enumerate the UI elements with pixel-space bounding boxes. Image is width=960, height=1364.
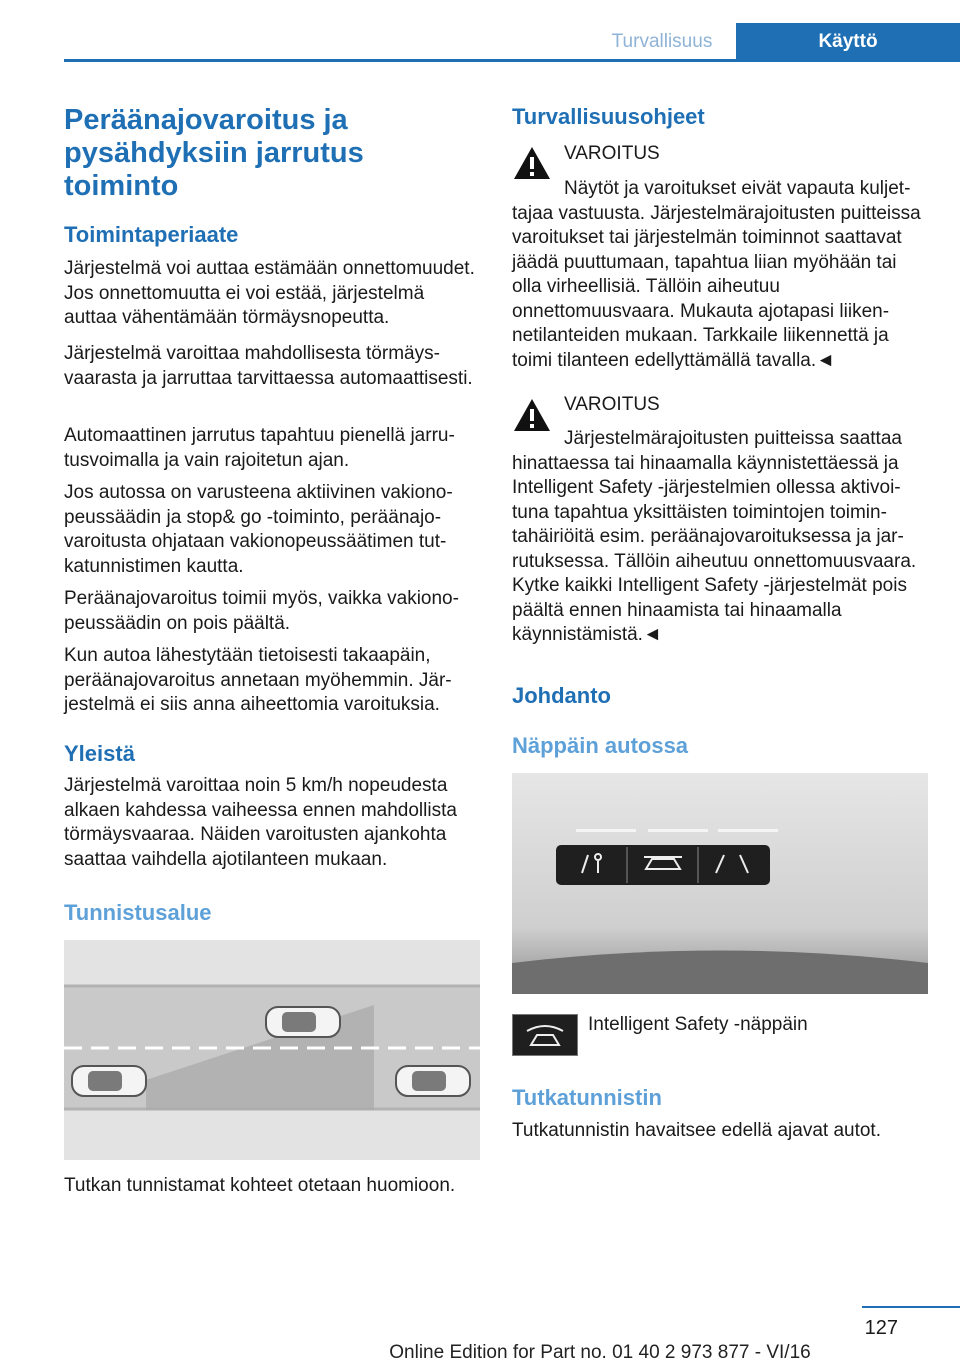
header-rule — [64, 59, 960, 62]
tab-kaytto[interactable]: Käyttö — [736, 23, 960, 61]
warning-text-1: Näytöt ja varoitukset eivät vapauta kuljettajaa vastuusta. Järjestelmärajoitusten puitteissa varoitukset tai järjestelmän toiminnot saattavat jäädä puuttumaan, tapahtua liian myöhään tai olla virheellisiä. Tällöin aiheutuu onnettomuusvaara. Mukauta ajotapasi liikennetilanteiden mukaan. Tarkkaile liikennettä ja toimi tilanteen edellyttämällä tavalla.◄ — [512, 178, 921, 371]
heading-toimintaperiaate: Toimintaperiaate — [64, 222, 239, 247]
edition-text: Online Edition for Part no. 01 40 2 973 877 - VI/16 — [389, 1342, 811, 1363]
paragraph-radar: Tutkatunnistin havaitsee edellä ajavat autot. — [512, 1120, 881, 1141]
car-icon — [266, 1007, 340, 1037]
paragraph-5: Peräänajovaroitus toimii myös, vaikka vakionopeussäädin on pois päältä. — [64, 588, 459, 634]
intelligent-safety-button-icon — [512, 1014, 578, 1056]
heading-tutkatunnistin: Tutkatunnistin — [512, 1085, 662, 1110]
heading-yleista: Yleistä — [64, 741, 135, 766]
car-icon — [396, 1066, 470, 1096]
warning-label: VAROITUS — [564, 143, 660, 164]
page-title: Peräänajovaroitus ja pysähdyksiin jarrutus toiminto — [64, 104, 364, 202]
heading-nappain-autossa: Näppäin autossa — [512, 733, 689, 758]
heading-johdanto: Johdanto — [512, 683, 611, 708]
button-panel-illustration — [512, 773, 928, 994]
paragraph-4: Jos autossa on varusteena aktiivinen vakionopeussäädin ja stop& go -toiminto, peräänajovaroitusta ohjataan vakionopeussäätimen tutkatunnistimen kautta. — [64, 482, 453, 577]
paragraph-7: Järjestelmä varoittaa noin 5 km/h nopeudesta alkaen kahdessa vaiheessa ennen mahdollista törmäysvaaraa. Näiden varoitusten ajankohta saattaa vaihdella ajotilanteen mukaan. — [64, 775, 457, 870]
button-photo — [512, 773, 928, 994]
car-icon — [72, 1066, 146, 1096]
button-label: Intelligent Safety -näppäin — [588, 1014, 808, 1035]
paragraph-3: Automaattinen jarrutus tapahtuu pienellä jarrutusvoimalla ja vain rajoitetun ajan. — [64, 425, 455, 471]
detection-area-illustration — [64, 940, 480, 1160]
paragraph-2: Järjestelmä varoittaa mahdollisesta törmäysvaarasta ja jarruttaa tarvittaessa automaattisesti. — [64, 343, 473, 389]
heading-tunnistusalue: Tunnistusalue — [64, 900, 212, 925]
page-number: 127 — [864, 1317, 898, 1339]
warning-icon — [512, 145, 552, 181]
paragraph-1: Järjestelmä voi auttaa estämään onnettomuudet. Jos onnettomuutta ei voi estää, järjestelmä auttaa vähentämään törmäysnopeutta. — [64, 258, 475, 328]
heading-turvallisuusohjeet: Turvallisuusohjeet — [512, 104, 705, 129]
paragraph-6: Kun autoa lähestytään tietoisesti takaapäin, peräänajovaroitus annetaan myöhemmin. Järjestelmä ei siis anna aiheettomia varoituksia. — [64, 645, 452, 715]
tab-turvallisuus[interactable]: Turvallisuus — [611, 31, 713, 52]
warning-text-2: Järjestelmärajoitusten puitteissa saattaa hinattaessa tai hinaamalla käynnistettäessä ja Intelligent Safety -järjestelmien ollessa aktivoituna tapahtua yksittäisten toimintojen toimintahäiriöitä esim. peräänajovaroituksessa ja jarrutuksessa. Tällöin aiheutuu onnettomuusvaara. Kytke kaikki Intelligent Safety -järjestelmät pois päältä ennen hinaamista tai hinaamalla käynnistämistä.◄ — [512, 428, 917, 645]
warning-label: VAROITUS — [564, 394, 660, 415]
footer-rule — [862, 1306, 960, 1308]
detection-area-figure — [64, 940, 480, 1160]
figure-caption: Tutkan tunnistamat kohteet otetaan huomioon. — [64, 1175, 456, 1196]
